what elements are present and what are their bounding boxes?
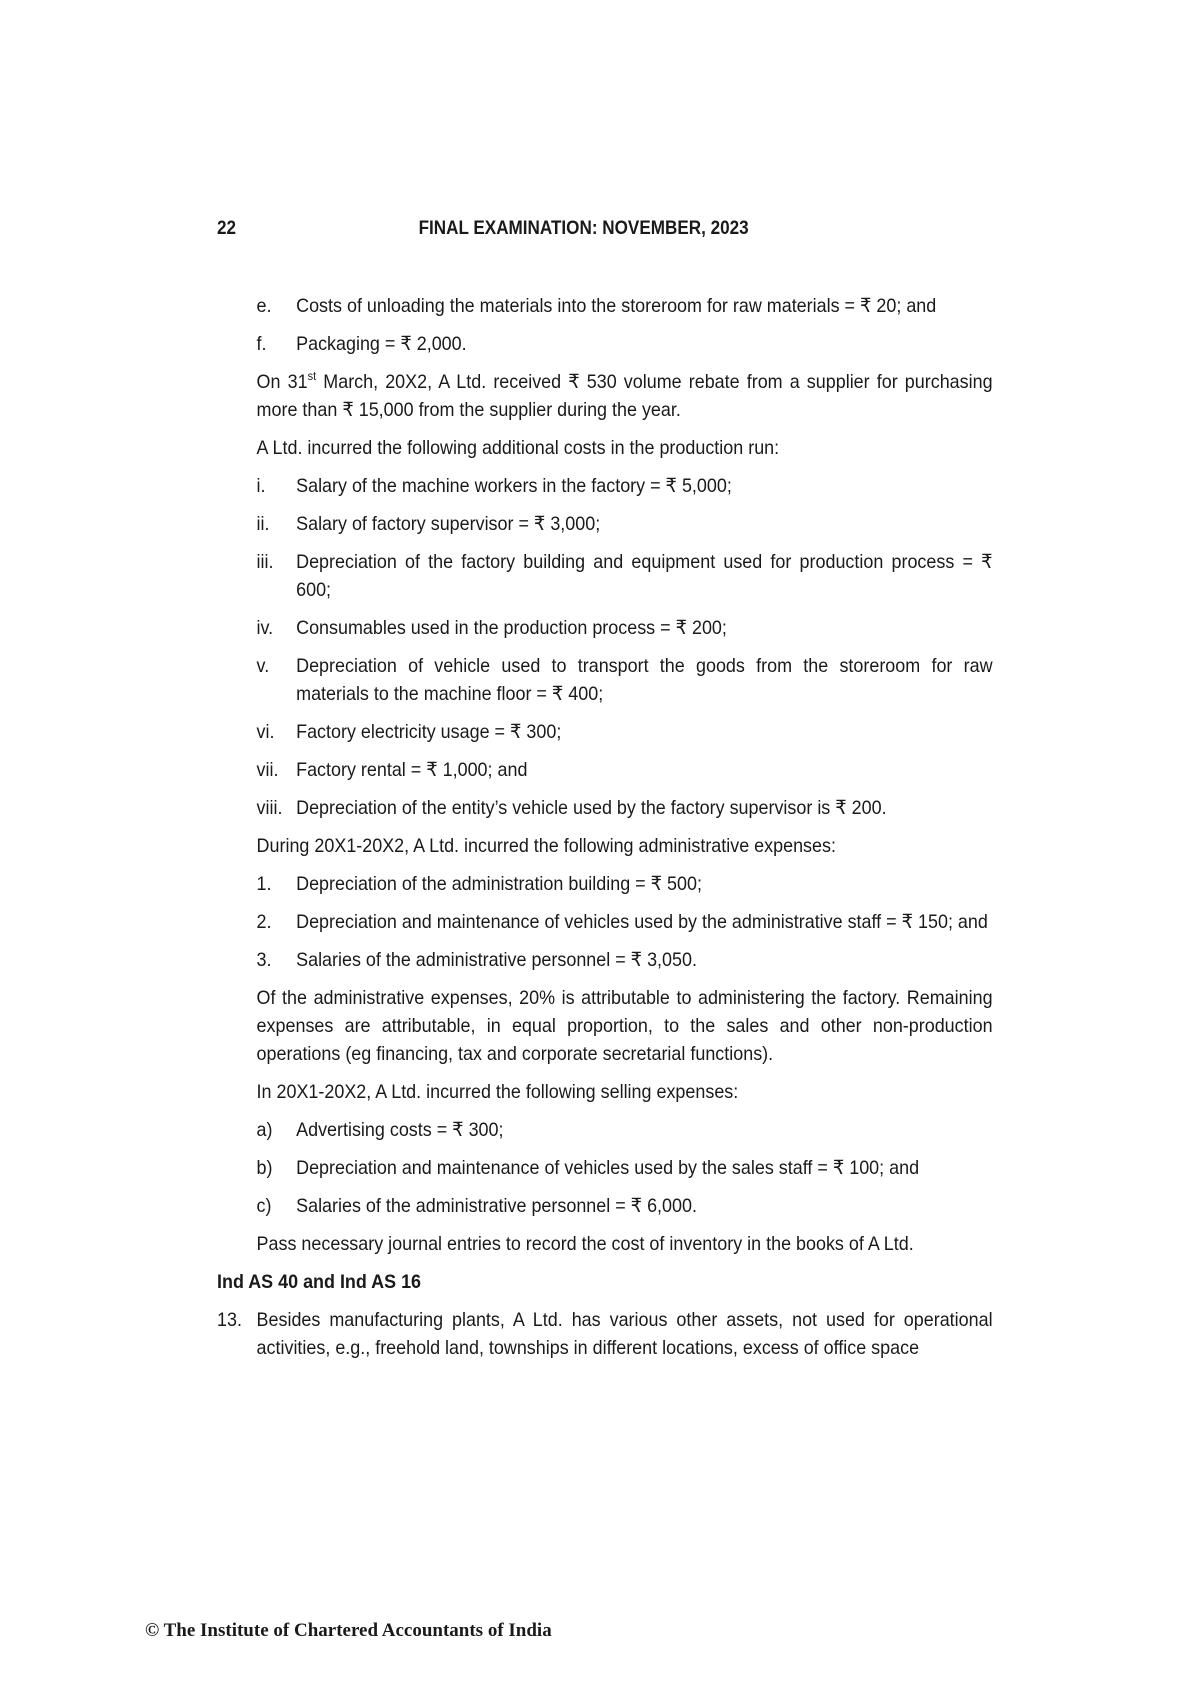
- list-item: [257, 756, 993, 784]
- list-marker: e.: [256, 295, 272, 317]
- list-marker: ii.: [256, 513, 270, 535]
- question-number: 13.: [217, 1309, 242, 1331]
- list-marker: f.: [256, 333, 267, 355]
- list-item: [257, 1154, 993, 1182]
- question-text: Besides manufacturing plants, A Ltd. has various other assets, not used for operational activities, e.g., freehold land, townships in different locations, excess of office space: [256, 1309, 993, 1359]
- list-item: [257, 908, 993, 936]
- admin-note-paragraph: Of the administrative expenses, 20% is attributable to administering the factory. Remaining expenses are attributable, in equal proportion, to the sales and other non-production operations (eg financing, tax and corporate secretarial functions).: [256, 987, 993, 1065]
- list-text: Depreciation of vehicle used to transport the goods from the storeroom for raw materials to the machine floor = ₹ 400;: [296, 655, 993, 705]
- list-item: [257, 1192, 993, 1220]
- list-marker: 3.: [256, 949, 272, 971]
- page-header: [217, 218, 749, 244]
- list-item: [257, 652, 993, 708]
- list-marker: c): [256, 1195, 272, 1217]
- list-text: Salaries of the administrative personnel = ₹ 3,050.: [296, 949, 697, 971]
- list-item: [257, 292, 993, 320]
- list-text: Depreciation and maintenance of vehicles used by the sales staff = ₹ 100; and: [296, 1157, 920, 1179]
- instruction-paragraph: Pass necessary journal entries to record the cost of inventory in the books of A Ltd.: [256, 1233, 914, 1255]
- admin-expense-list: [257, 870, 993, 974]
- section-heading: Ind AS 40 and Ind AS 16: [217, 1271, 422, 1293]
- list-text: Factory rental = ₹ 1,000; and: [296, 759, 528, 781]
- list-marker: v.: [256, 655, 270, 677]
- list-item: [257, 1116, 993, 1144]
- list-marker: i.: [256, 475, 266, 497]
- list-item: [257, 510, 993, 538]
- question-13: [217, 1306, 993, 1362]
- selling-expense-list: [257, 1116, 993, 1220]
- list-text: Costs of unloading the materials into the storeroom for raw materials = ₹ 20; and: [296, 295, 937, 317]
- list-text: Depreciation and maintenance of vehicles used by the administrative staff = ₹ 150; and: [296, 911, 988, 933]
- list-marker: 1.: [256, 873, 272, 895]
- list-marker: iv.: [256, 617, 274, 639]
- production-cost-list: [257, 472, 993, 822]
- list-text: Salary of the machine workers in the factory = ₹ 5,000;: [296, 475, 732, 497]
- exam-title: FINAL EXAMINATION: NOVEMBER, 2023: [418, 218, 749, 239]
- selling-intro: In 20X1-20X2, A Ltd. incurred the following selling expenses:: [256, 1081, 739, 1103]
- list-marker: a): [256, 1119, 273, 1141]
- copyright-footer: © The Institute of Chartered Accountants of India: [145, 1620, 552, 1641]
- list-item: [257, 472, 993, 500]
- admin-intro: During 20X1-20X2, A Ltd. incurred the following administrative expenses:: [256, 835, 836, 857]
- list-item: [257, 794, 993, 822]
- list-marker: vi.: [256, 721, 275, 743]
- list-item: [257, 870, 993, 898]
- list-marker: iii.: [256, 551, 274, 573]
- list-text: Depreciation of the factory building and equipment used for production process = ₹ 600;: [296, 551, 993, 601]
- list-marker: b): [256, 1157, 273, 1179]
- page-content: [217, 292, 993, 1372]
- list-item: [257, 946, 993, 974]
- list-text: Packaging = ₹ 2,000.: [296, 333, 467, 355]
- list-text: Salaries of the administrative personnel = ₹ 6,000.: [296, 1195, 697, 1217]
- rebate-paragraph: On 31st March, 20X2, A Ltd. received ₹ 530 volume rebate from a supplier for purchasing more than ₹ 15,000 from the supplier during the year.: [256, 369, 993, 421]
- list-item: [257, 548, 993, 604]
- list-text: Salary of factory supervisor = ₹ 3,000;: [296, 513, 601, 535]
- page-number: 22: [217, 218, 237, 239]
- list-marker: viii.: [256, 797, 283, 819]
- list-text: Depreciation of the entity’s vehicle used by the factory supervisor is ₹ 200.: [296, 797, 887, 819]
- material-cost-list: [217, 292, 993, 1258]
- list-text: Factory electricity usage = ₹ 300;: [296, 721, 562, 743]
- list-marker: vii.: [256, 759, 279, 781]
- list-text: Consumables used in the production process = ₹ 200;: [296, 617, 727, 639]
- list-text: Depreciation of the administration building = ₹ 500;: [296, 873, 702, 895]
- list-text: Advertising costs = ₹ 300;: [296, 1119, 504, 1141]
- list-item: [257, 330, 993, 358]
- list-item: [257, 718, 993, 746]
- list-marker: 2.: [256, 911, 272, 933]
- list-item: [257, 614, 993, 642]
- production-intro: A Ltd. incurred the following additional costs in the production run:: [256, 437, 780, 459]
